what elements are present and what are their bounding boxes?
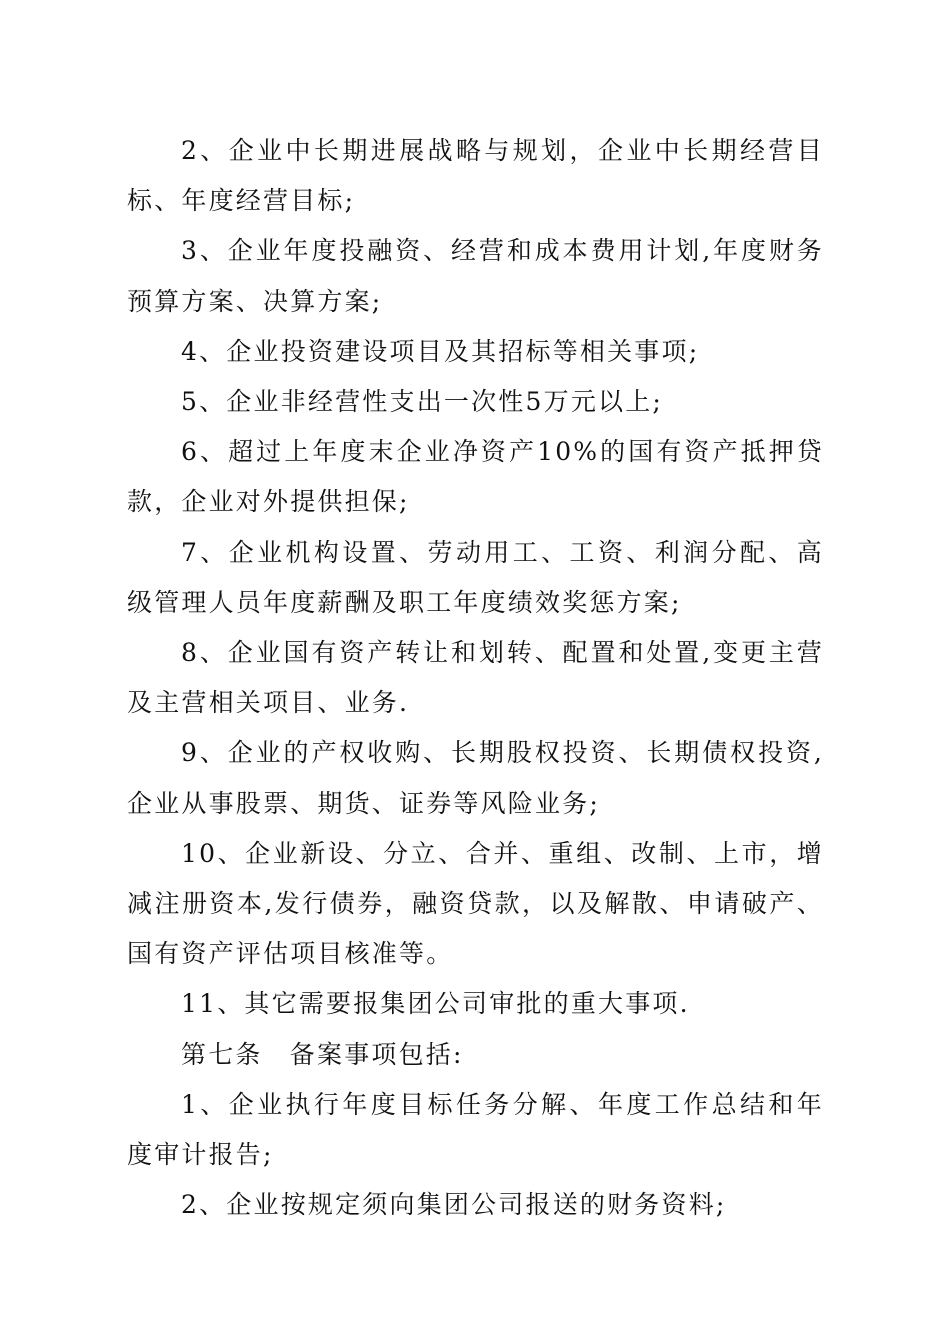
paragraph-item-6: 6、超过上年度末企业净资产10%的国有资产抵押贷款，企业对外提供担保; bbox=[127, 437, 824, 517]
paragraph-item-2: 2、企业中长期进展战略与规划，企业中长期经营目标、年度经营目标; bbox=[127, 136, 824, 216]
paragraph-item-11: 11、其它需要报集团公司审批的重大事项. bbox=[181, 989, 690, 1019]
paragraph-item-8: 8、企业国有资产转让和划转、配置和处置,变更主营及主营相关项目、业务. bbox=[127, 638, 824, 718]
document-body bbox=[127, 126, 824, 1230]
paragraph-item-4: 4、企业投资建设项目及其招标等相关事项; bbox=[181, 336, 700, 366]
article-heading-7: 第七条 备案事项包括: bbox=[181, 1039, 464, 1069]
paragraph-item-10: 10、企业新设、分立、合并、重组、改制、上市，增减注册资本,发行债券，融资贷款，以及解散、申请破产、国有资产评估项目核准等。 bbox=[127, 838, 824, 969]
paragraph-item-3: 3、企业年度投融资、经营和成本费用计划,年度财务预算方案、决算方案; bbox=[127, 236, 824, 316]
paragraph-item-7: 7、企业机构设置、劳动用工、工资、利润分配、高级管理人员年度薪酬及职工年度绩效奖惩方案; bbox=[127, 537, 824, 617]
paragraph-item-5: 5、企业非经营性支出一次性5万元以上; bbox=[181, 387, 664, 417]
filing-item-2: 2、企业按规定须向集团公司报送的财务资料; bbox=[181, 1190, 727, 1220]
filing-item-1: 1、企业执行年度目标任务分解、年度工作总结和年度审计报告; bbox=[127, 1089, 824, 1170]
paragraph-item-9: 9、企业的产权收购、长期股权投资、长期债权投资,企业从事股票、期货、证券等风险业务; bbox=[127, 738, 824, 818]
